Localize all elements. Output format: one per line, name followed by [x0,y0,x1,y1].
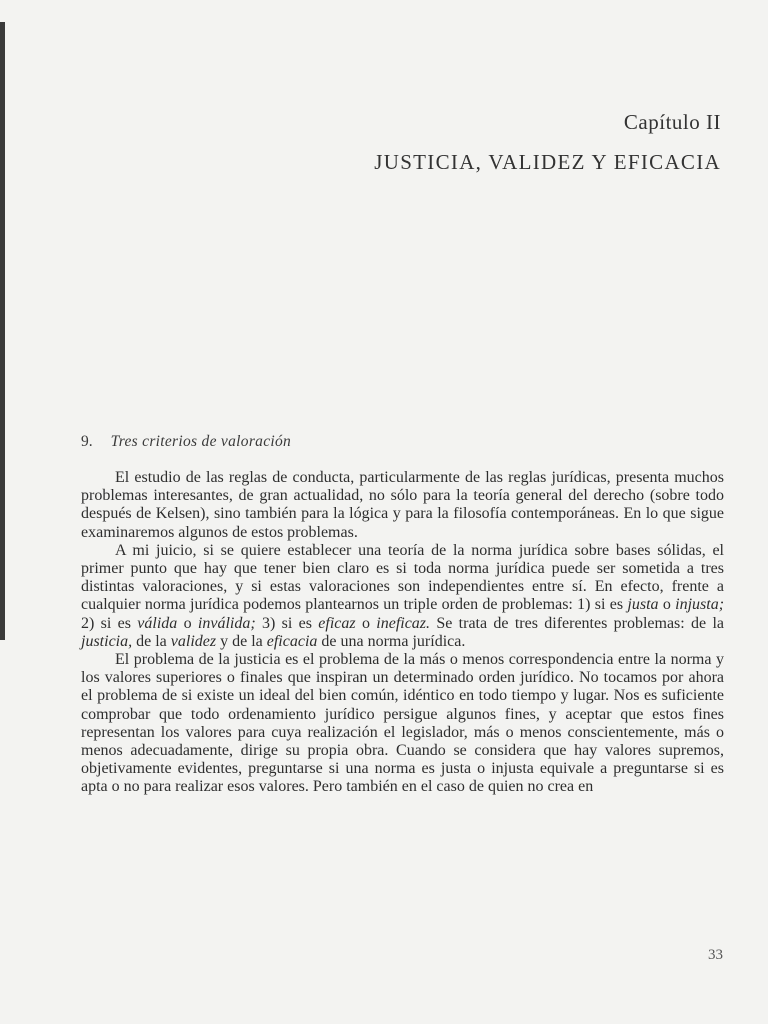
chapter-title: JUSTICIA, VALIDEZ Y EFICACIA [374,150,721,174]
section-heading [81,433,291,451]
italic-term: eficaz [318,614,356,632]
text-run: 3) si es [255,614,319,632]
italic-term: justicia, [81,632,133,650]
text-run: 2) si es [81,614,138,632]
body-text [81,469,724,797]
text-run: o [658,596,676,614]
text-run: o [177,614,198,632]
italic-term: válida [137,614,178,632]
page-binding-edge [0,22,5,640]
page-number: 33 [708,947,723,963]
text-run: Se trata de tres diferentes problemas: de la [430,614,725,632]
italic-term: ineficaz. [376,614,431,632]
paragraph [81,651,724,797]
section-title: Tres criterios de valoración [110,433,292,450]
italic-term: inválida; [197,614,256,632]
text-run: y de la [216,632,267,650]
paragraph [81,542,724,651]
text-run: El estudio de las reglas de conducta, particularmente de las reglas jurídicas, presenta muchos problemas interesantes, de gran actualidad, no sólo para la teoría general del derecho (sobre todo después de Kelsen), sino también para la lógica y para la filosofía contemporáneas. En lo que sigue examinaremos algunos de estos problemas. [81,469,724,541]
text-run: de la [132,632,171,650]
chapter-label: Capítulo II [623,110,721,134]
text-run: de una norma jurídica. [317,632,466,650]
text-run: o [355,614,377,632]
text-run: El problema de la justicia es el problema de la más o menos correspondencia entre la norma y los valores superiores o finales que inspiran un determinado orden jurídico. No tocamos por ahora el problema de si existe un ideal del bien común, idéntico en todo tiempo y lugar. Nos es suficiente comprobar que todo ordenamiento jurídico persigue algunos fines, y aceptar que estos fines representan los valores para cuya realización el legislador, más o menos conscientemente, más o menos adecuadamente, dirige su propia obra. Cuando se considera que hay valores supremos, objetivamente evidentes, preguntarse si una norma es justa o injusta equivale a preguntarse si es apta o no para realizar esos valores. Pero también en el caso de quien no crea en [81,651,724,796]
italic-term: eficacia [266,632,318,650]
italic-term: validez [170,632,217,650]
italic-term: injusta; [675,596,725,614]
paragraph [81,469,724,542]
section-number: 9. [81,433,93,450]
text-run: A mi juicio, si se quiere establecer una teoría de la norma jurídica sobre bases sólidas, el primer punto que hay que tener bien claro es si toda norma jurídica puede ser sometida a tres distintas valoraciones, y si estas valoraciones son independientes entre sí. En efecto, frente a cualquier norma jurídica podemos plantearnos un triple orden de problemas: 1) si es [81,541,724,614]
italic-term: justa [627,596,659,614]
